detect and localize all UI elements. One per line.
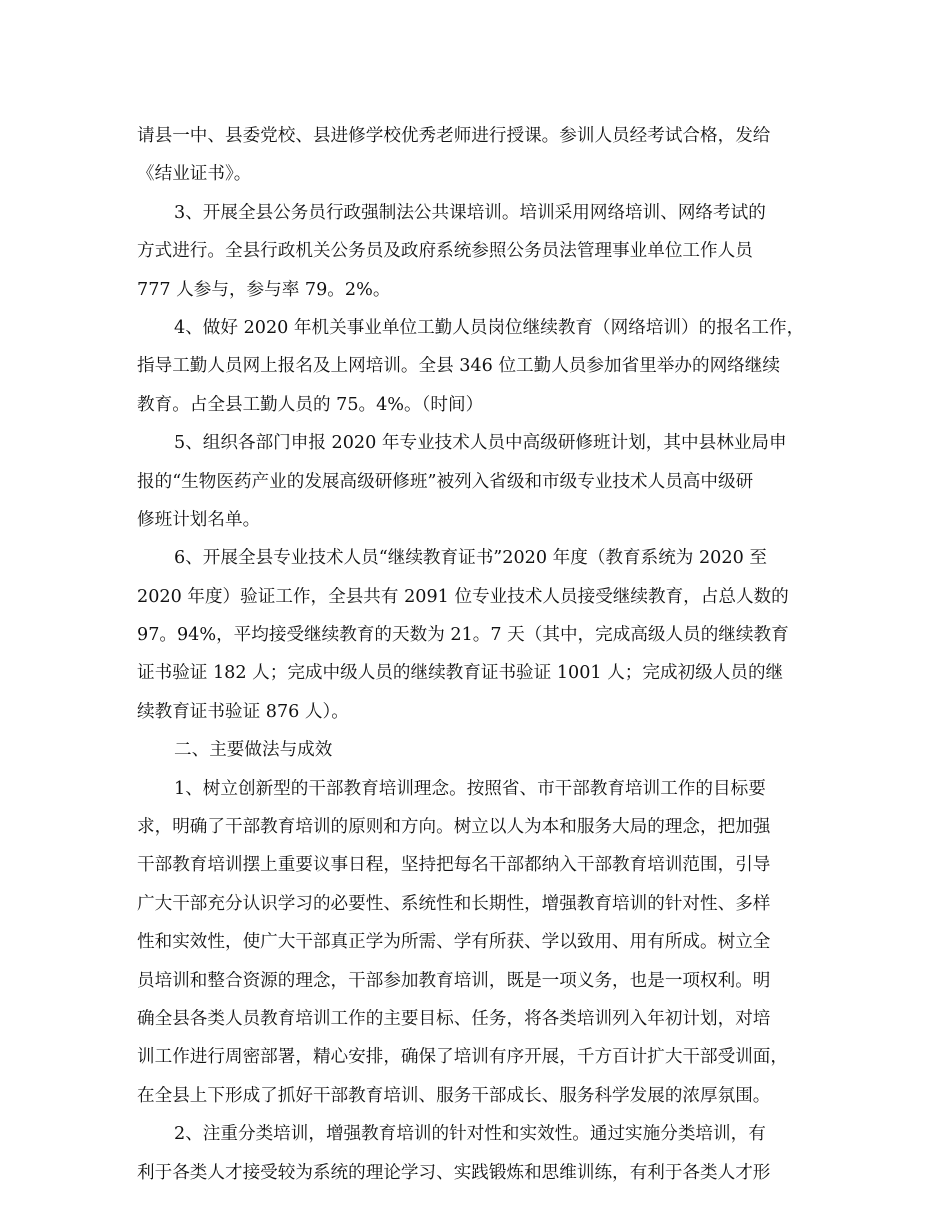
text-line: 方式进行。全县行政机关公务员及政府系统参照公务员法管理事业单位工作人员 — [137, 241, 753, 262]
text-line: 确全县各类人员教育培训工作的主要目标、任务，将各类培训列入年初计划，对培 — [137, 1008, 771, 1029]
text-line: 6、开展全县专业技术人员“继续教育证书”2020 年度（教育系统为 2020 至 — [174, 548, 767, 569]
text-line: 4、做好 2020 年机关事业单位工勤人员岗位继续教育（网络培训）的报名工作， — [174, 317, 805, 338]
text-line: 在全县上下形成了抓好干部教育培训、服务干部成长、服务科学发展的浓厚氛围。 — [137, 1085, 771, 1106]
text-line: 训工作进行周密部署，精心安排，确保了培训有序开展，千方百计扩大干部受训面， — [137, 1047, 788, 1068]
text-line: 利于各类人才接受较为系统的理论学习、实践锻炼和思维训练，有利于各类人才形 — [137, 1162, 771, 1183]
text-line: 1、树立创新型的干部教育培训理念。按照省、市干部教育培训工作的目标要 — [174, 778, 766, 799]
text-line: 证书验证 182 人；完成中级人员的继续教育证书验证 1001 人；完成初级人员的继 — [137, 663, 784, 684]
text-line: 777 人参与，参与率 79。2%。 — [137, 279, 391, 300]
text-line: 教育。占全县工勤人员的 75。4%。（时间） — [137, 394, 484, 415]
text-line: 修班计划名单。 — [137, 509, 261, 530]
text-line: 广大干部充分认识学习的必要性、系统性和长期性，增强教育培训的针对性、多样 — [137, 893, 771, 914]
document-body — [137, 117, 821, 1192]
text-line: 97。94%，平均接受继续教育的天数为 21。7 天（其中，完成高级人员的继续教育 — [137, 625, 789, 646]
text-line: 2020 年度）验证工作，全县共有 2091 位专业技术人员接受继续教育，占总人数的 — [137, 586, 789, 607]
text-line: 5、组织各部门申报 2020 年专业技术人员中高级研修班计划，其中县林业局申 — [174, 433, 787, 454]
text-line: 指导工勤人员网上报名及上网培训。全县 346 位工勤人员参加省里举办的网络继续 — [137, 356, 780, 377]
text-line: 《结业证书》。 — [137, 164, 252, 185]
text-line: 请县一中、县委党校、县进修学校优秀老师进行授课。参训人员经考试合格，发给 — [137, 126, 771, 146]
text-line: 二、主要做法与成效 — [174, 740, 333, 761]
text-line: 3、开展全县公务员行政强制法公共课培训。培训采用网络培训、网络考试的 — [174, 202, 766, 223]
text-line: 2、注重分类培训，增强教育培训的针对性和实效性。通过实施分类培训，有 — [174, 1124, 766, 1145]
text-line: 干部教育培训摆上重要议事日程，坚持把每名干部都纳入干部教育培训范围，引导 — [137, 855, 771, 876]
text-line: 报的“生物医药产业的发展高级研修班”被列入省级和市级专业技术人员高中级研 — [137, 471, 754, 492]
text-line: 续教育证书验证 876 人）。 — [137, 701, 349, 722]
text-line: 员培训和整合资源的理念，干部参加教育培训，既是一项义务，也是一项权利。明 — [137, 970, 771, 991]
text-line: 求，明确了干部教育培训的原则和方向。树立以人为本和服务大局的理念，把加强 — [137, 817, 771, 838]
text-line: 性和实效性，使广大干部真正学为所需、学有所获、学以致用、用有所成。树立全 — [137, 932, 771, 953]
